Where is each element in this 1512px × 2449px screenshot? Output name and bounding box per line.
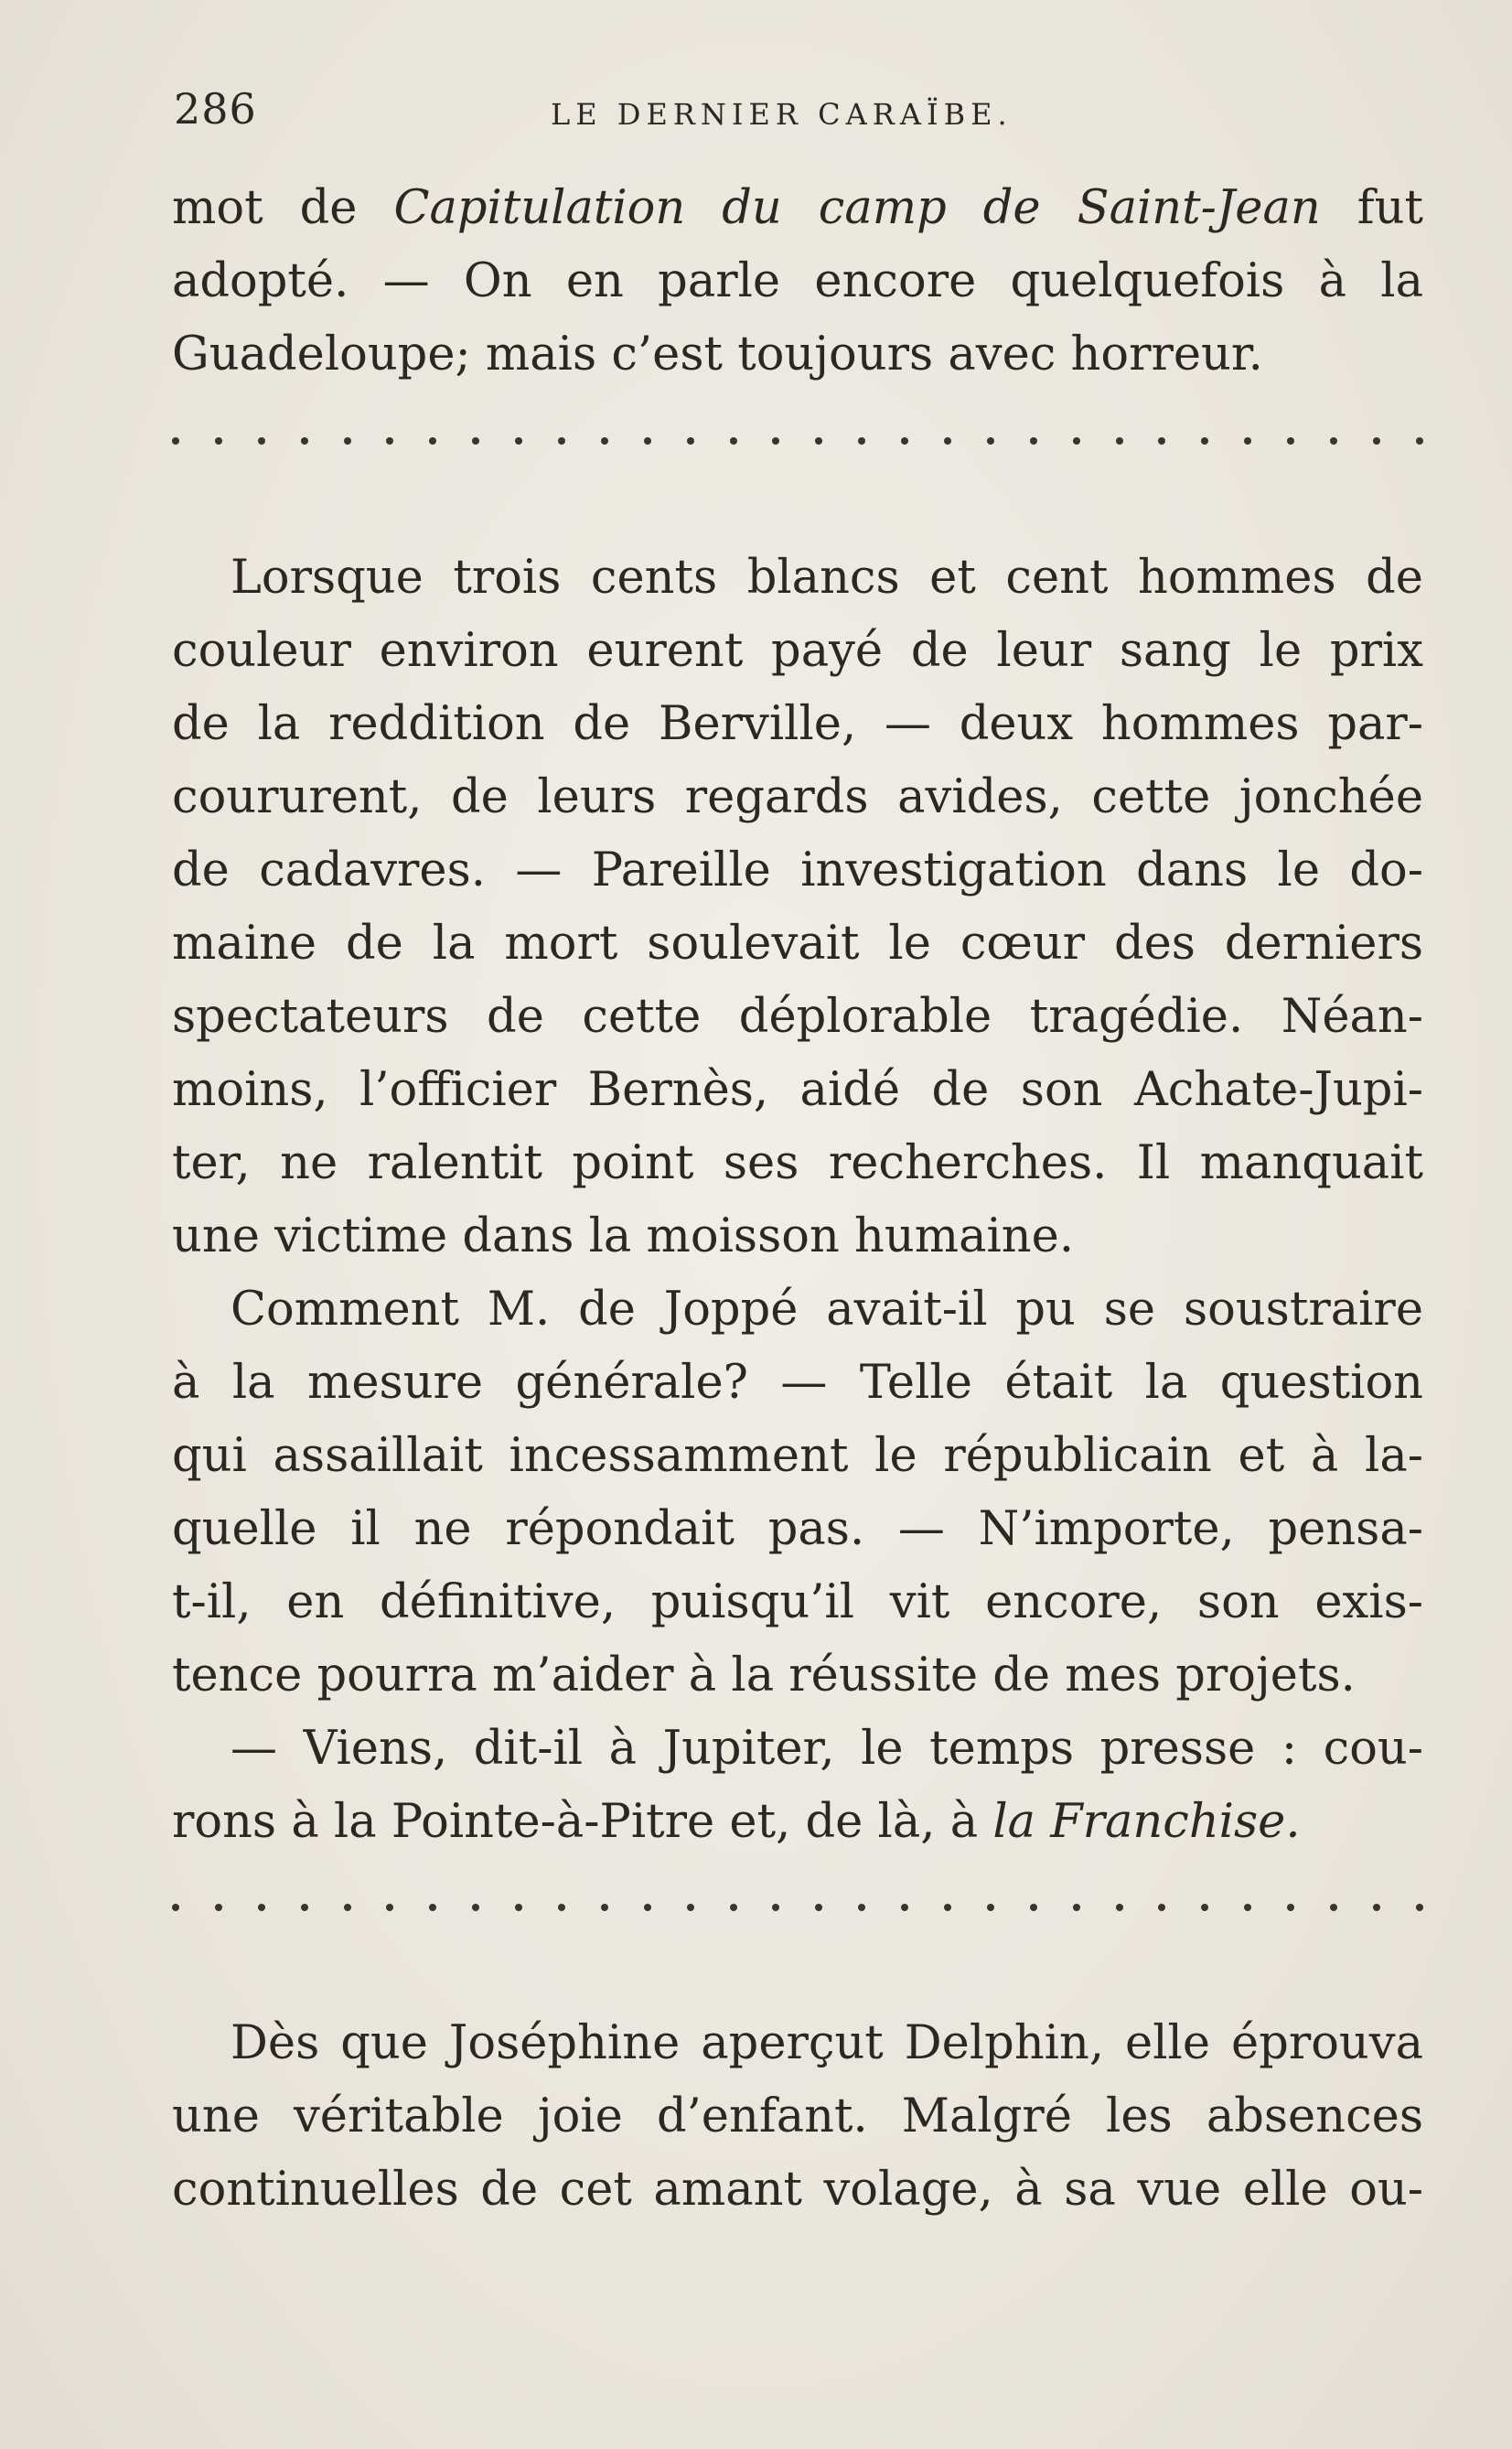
text-line: couleur environ eurent payé de leur sang le prix (172, 624, 1423, 678)
section-break-dots (172, 432, 1423, 450)
text-line: une véritable joie d’enfant. Malgré les absences (172, 2089, 1423, 2143)
running-title: LE DERNIER CARAÏBE. (551, 97, 1013, 132)
text-line: continuelles de cet amant volage, à sa vue elle ou- (172, 2163, 1423, 2217)
text-line: Comment M. de Joppé avait-il pu se soustraire (231, 1283, 1423, 1337)
text-line: Lorsque trois cents blancs et cent hommes de (231, 551, 1423, 605)
text-line: qui assaillait incessamment le républicain et à la- (172, 1429, 1423, 1483)
text-line: rons à la Pointe-à-Pitre et, de là, à la Franchise. (172, 1795, 1301, 1849)
text-line: adopté. — On en parle encore quelquefois à la (172, 254, 1423, 308)
text-line: Guadeloupe; mais c’est toujours avec horreur. (172, 328, 1263, 381)
page-header (174, 84, 1418, 139)
text-line: à la mesure générale? — Telle était la question (172, 1356, 1423, 1410)
text-line: t-il, en définitive, puisqu’il vit encore, son exis- (172, 1575, 1423, 1629)
text-line: maine de la mort soulevait le cœur des derniers (172, 917, 1423, 971)
text-line: une victime dans la moisson humaine. (172, 1209, 1075, 1263)
italic-phrase: Capitulation du camp de Saint-Jean (393, 181, 1321, 235)
text-line: Dès que Joséphine aperçut Delphin, elle éprouva (231, 2016, 1423, 2070)
text-line: tence pourra m’aider à la réussite de mes projets. (172, 1649, 1356, 1702)
text-line: mot de Capitulation du camp de Saint-Jean fut (172, 181, 1423, 235)
text-line: spectateurs de cette déplorable tragédie. Néan- (172, 990, 1423, 1044)
text-line: de cadavres. — Pareille investigation dans le do- (172, 843, 1423, 897)
text-line: quelle il ne répondait pas. — N’importe, pensa- (172, 1502, 1423, 1556)
page-number: 286 (174, 84, 257, 134)
italic-phrase: la Franchise. (992, 1795, 1301, 1849)
text-line: moins, l’officier Bernès, aidé de son Achate-Jupi- (172, 1063, 1423, 1117)
text-line: coururent, de leurs regards avides, cette jonchée (172, 770, 1423, 824)
section-break-dots (172, 1898, 1423, 1917)
text-line: de la reddition de Berville, — deux hommes par- (172, 697, 1423, 751)
text-line: — Viens, dit-il à Jupiter, le temps presse : cou- (231, 1722, 1423, 1776)
text-line: ter, ne ralentit point ses recherches. Il manquait (172, 1136, 1423, 1190)
